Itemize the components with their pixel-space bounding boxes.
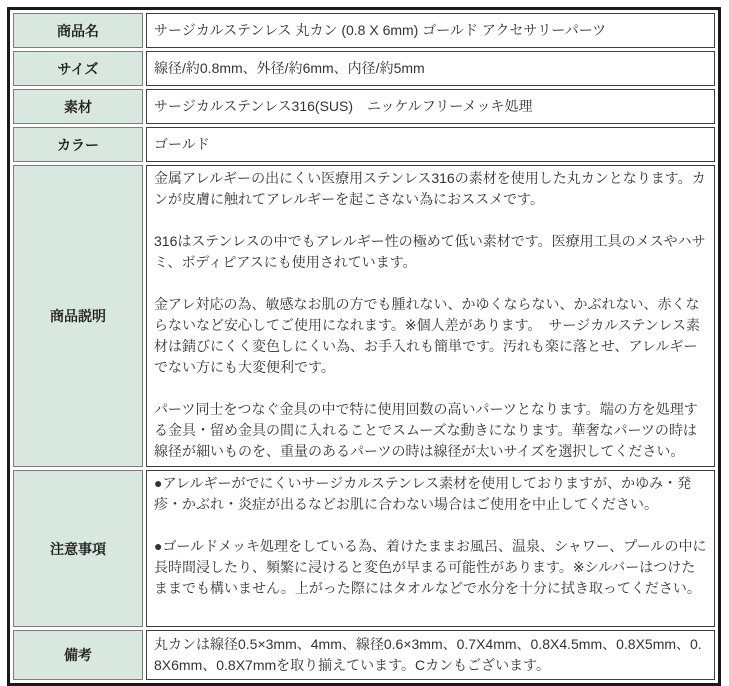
row-material bbox=[13, 89, 715, 124]
description-paragraph: パーツ同士をつなぐ金具の中で特に使用回数の高いパーツとなります。端の方を処理する金具・留め金具の間に入れることでスムーズな動きになります。華奢なパーツの時は線径が細いものを、重量のあるパーツの時は線径が太いサイズを選択してください。 bbox=[154, 401, 698, 459]
cautions-paragraph: ●ゴールドメッキ処理をしている為、着けたままお風呂、温泉、シャワー、プールの中に長時間浸したり、頻繁に浸けると変色が早まる可能性があります。※シルバーはつけたままでも構いません。上がった際にはタオルなどで水分を十分に拭き取ってください。 bbox=[154, 538, 707, 596]
product-name-label: 商品名 bbox=[13, 13, 143, 48]
product-name-value: サージカルステンレス 丸カン (0.8 X 6mm) ゴールド アクセサリーパーツ bbox=[146, 13, 715, 48]
row-size bbox=[13, 51, 715, 86]
description-value bbox=[146, 165, 715, 467]
cautions-paragraph: ●アレルギーがでにくいサージカルステンレス素材を使用しておりますが、かゆみ・発疹・かぶれ・炎症が出るなどお肌に合わない場合はご使用を中止してください。 bbox=[154, 475, 692, 512]
remarks-label: 備考 bbox=[13, 630, 143, 680]
cautions-value bbox=[146, 470, 715, 627]
description-paragraph: 316はステンレスの中でもアレルギー性の極めて低い素材です。医療用工具のメスやハサミ、ボディピアスにも使用されています。 bbox=[154, 233, 706, 270]
remarks-value: 丸カンは線径0.5×3mm、4mm、線径0.6×3mm、0.7X4mm、0.8X4.5mm、0.8X5mm、0.8X6mm、0.8X7mmを取り揃えています。Cカンもございます。 bbox=[146, 630, 715, 680]
description-label: 商品説明 bbox=[13, 165, 143, 467]
size-value: 線径/約0.8mm、外径/約6mm、内径/約5mm bbox=[146, 51, 715, 86]
row-cautions bbox=[13, 470, 715, 627]
cautions-label: 注意事項 bbox=[13, 470, 143, 627]
size-label: サイズ bbox=[13, 51, 143, 86]
row-description bbox=[13, 165, 715, 467]
description-paragraph: 金アレ対応の為、敏感なお肌の方でも腫れない、かゆくならない、かぶれない、赤くならないなど安心してご使用になれます。※個人差があります。 サージカルステンレス素材は錆びにくく変色しにくい為、お手入れも簡単です。汚れも楽に落とせ、アレルギーでない方にも大変便利です。 bbox=[154, 296, 701, 375]
color-value: ゴールド bbox=[146, 127, 715, 162]
row-color bbox=[13, 127, 715, 162]
row-remarks bbox=[13, 630, 715, 680]
color-label: カラー bbox=[13, 127, 143, 162]
row-product-name bbox=[13, 13, 715, 48]
material-value: サージカルステンレス316(SUS) ニッケルフリーメッキ処理 bbox=[146, 89, 715, 124]
description-paragraph: 金属アレルギーの出にくい医療用ステンレス316の素材を使用した丸カンとなります。カンが皮膚に触れてアレルギーを起こさない為におススメです。 bbox=[154, 170, 706, 207]
material-label: 素材 bbox=[13, 89, 143, 124]
product-spec-table bbox=[7, 7, 721, 686]
